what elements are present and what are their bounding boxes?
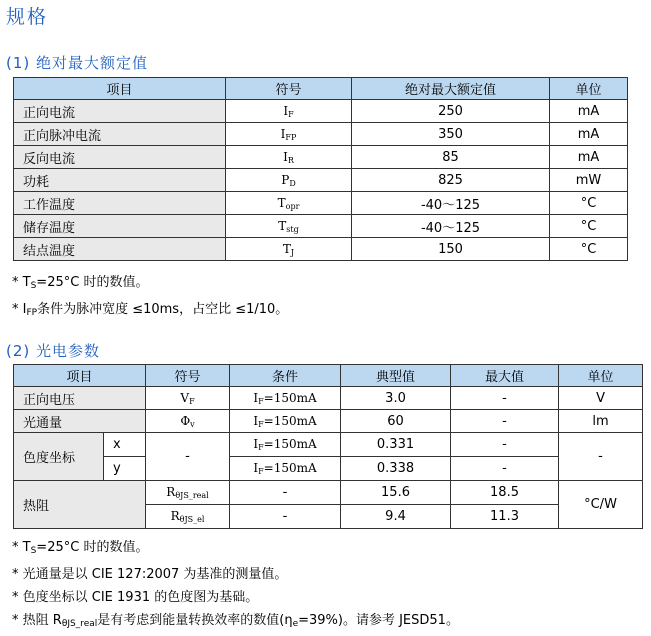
row-item: 正向脉冲电流 xyxy=(14,123,226,146)
header-symbol: 符号 xyxy=(226,78,352,100)
row-typical: 60 xyxy=(341,410,451,433)
row-value: 85 xyxy=(352,146,550,169)
row-symbol: $R_{\theta JS\_el}$ xyxy=(146,505,230,529)
row-symbol: $V_F$ xyxy=(146,387,230,410)
row-symbol: $T_{stg}$ xyxy=(226,215,352,238)
row-symbol: $T_{opr}$ xyxy=(226,192,352,215)
row-unit: - xyxy=(559,433,643,481)
table-row xyxy=(14,123,628,146)
row-typical: 0.331 xyxy=(341,433,451,457)
header-unit: 单位 xyxy=(559,365,643,387)
absolute-max-table xyxy=(13,77,628,261)
row-item: 工作温度 xyxy=(14,192,226,215)
row-symbol: $R_{\theta JS\_real}$ xyxy=(146,481,230,505)
row-max: - xyxy=(451,410,559,433)
table-row xyxy=(14,146,628,169)
row-unit: mA xyxy=(550,123,628,146)
table-row xyxy=(14,387,643,410)
note-flux: * 光通量是以 CIE 127:2007 为基准的测量值。 xyxy=(12,567,288,582)
row-max: - xyxy=(451,433,559,457)
chroma-y-label: y xyxy=(104,457,146,481)
row-max: - xyxy=(451,457,559,481)
header-condition: 条件 xyxy=(230,365,341,387)
row-unit: V xyxy=(559,387,643,410)
table-row xyxy=(14,410,643,433)
row-item: 功耗 xyxy=(14,169,226,192)
header-value: 绝对最大额定值 xyxy=(352,78,550,100)
table-row xyxy=(14,169,628,192)
notes-optical xyxy=(12,536,459,636)
header-unit: 单位 xyxy=(550,78,628,100)
row-item: 正向电流 xyxy=(14,100,226,123)
row-max: 11.3 xyxy=(451,505,559,529)
row-condition: $I_F=150mA$ xyxy=(230,433,341,457)
table-row xyxy=(14,192,628,215)
row-item: 光通量 xyxy=(14,410,146,433)
row-symbol: $I_{FP}$ xyxy=(226,123,352,146)
page-title: 规格 xyxy=(6,6,49,28)
table-row xyxy=(14,100,628,123)
row-item: 结点温度 xyxy=(14,238,226,261)
row-value: 825 xyxy=(352,169,550,192)
note-thermal: * 热阻 $R_{\theta JS\_real}$是有考虑到能量转换效率的数值$(\eta_e=39\%)$。请参考 JESD51。 xyxy=(12,613,459,629)
row-condition: - xyxy=(230,505,341,529)
row-value: 150 xyxy=(352,238,550,261)
row-typical: 9.4 xyxy=(341,505,451,529)
row-symbol: - xyxy=(146,433,230,481)
optical-params-table xyxy=(13,364,643,529)
row-symbol: $\Phi_v$ xyxy=(146,410,230,433)
row-item: 正向电压 xyxy=(14,387,146,410)
row-typical: 15.6 xyxy=(341,481,451,505)
row-item: 储存温度 xyxy=(14,215,226,238)
row-item-thermal: 热阻 xyxy=(14,481,146,529)
note-ts: * $T_S=25^\circ C$ 时的数值。 xyxy=(12,275,149,291)
table-header-row xyxy=(14,365,643,387)
section-title-optical: (2) 光电参数 xyxy=(6,342,101,360)
notes-absolute-max xyxy=(12,271,288,325)
row-unit: mA xyxy=(550,100,628,123)
row-condition: - xyxy=(230,481,341,505)
row-value: -40～125 xyxy=(352,192,550,215)
row-max: - xyxy=(451,387,559,410)
row-unit: °C/W xyxy=(559,481,643,529)
chroma-x-label: x xyxy=(104,433,146,457)
row-condition: $I_F=150mA$ xyxy=(230,457,341,481)
header-item: 项目 xyxy=(14,78,226,100)
row-symbol: $I_F$ xyxy=(226,100,352,123)
table-row xyxy=(14,433,643,457)
row-condition: $I_F=150mA$ xyxy=(230,387,341,410)
table-row xyxy=(14,457,643,481)
row-unit: °C xyxy=(550,215,628,238)
table-row xyxy=(14,238,628,261)
row-item: 反向电流 xyxy=(14,146,226,169)
row-unit: mW xyxy=(550,169,628,192)
row-typical: 0.338 xyxy=(341,457,451,481)
row-max: 18.5 xyxy=(451,481,559,505)
row-unit: °C xyxy=(550,238,628,261)
header-max: 最大值 xyxy=(451,365,559,387)
section-title-absolute-max: (1) 绝对最大额定值 xyxy=(6,54,149,72)
row-symbol: $P_D$ xyxy=(226,169,352,192)
row-value: 250 xyxy=(352,100,550,123)
row-unit: mA xyxy=(550,146,628,169)
header-typical: 典型值 xyxy=(341,365,451,387)
table-row xyxy=(14,215,628,238)
note-ifp: * $I_{FP}$条件为脉冲宽度 ≤10ms，占空比 ≤1/10。 xyxy=(12,302,289,318)
table-row xyxy=(14,481,643,505)
row-value: -40～125 xyxy=(352,215,550,238)
note-ts: * $T_S=25^\circ C$ 时的数值。 xyxy=(12,540,149,556)
row-item-chroma: 色度坐标 xyxy=(14,433,104,481)
row-value: 350 xyxy=(352,123,550,146)
row-unit: lm xyxy=(559,410,643,433)
row-unit: °C xyxy=(550,192,628,215)
row-condition: $I_F=150mA$ xyxy=(230,410,341,433)
note-chroma: * 色度坐标以 CIE 1931 的色度图为基础。 xyxy=(12,590,259,605)
row-symbol: $I_R$ xyxy=(226,146,352,169)
header-item: 项目 xyxy=(14,365,146,387)
header-symbol: 符号 xyxy=(146,365,230,387)
table-header-row xyxy=(14,78,628,100)
row-symbol: $T_J$ xyxy=(226,238,352,261)
row-typical: 3.0 xyxy=(341,387,451,410)
